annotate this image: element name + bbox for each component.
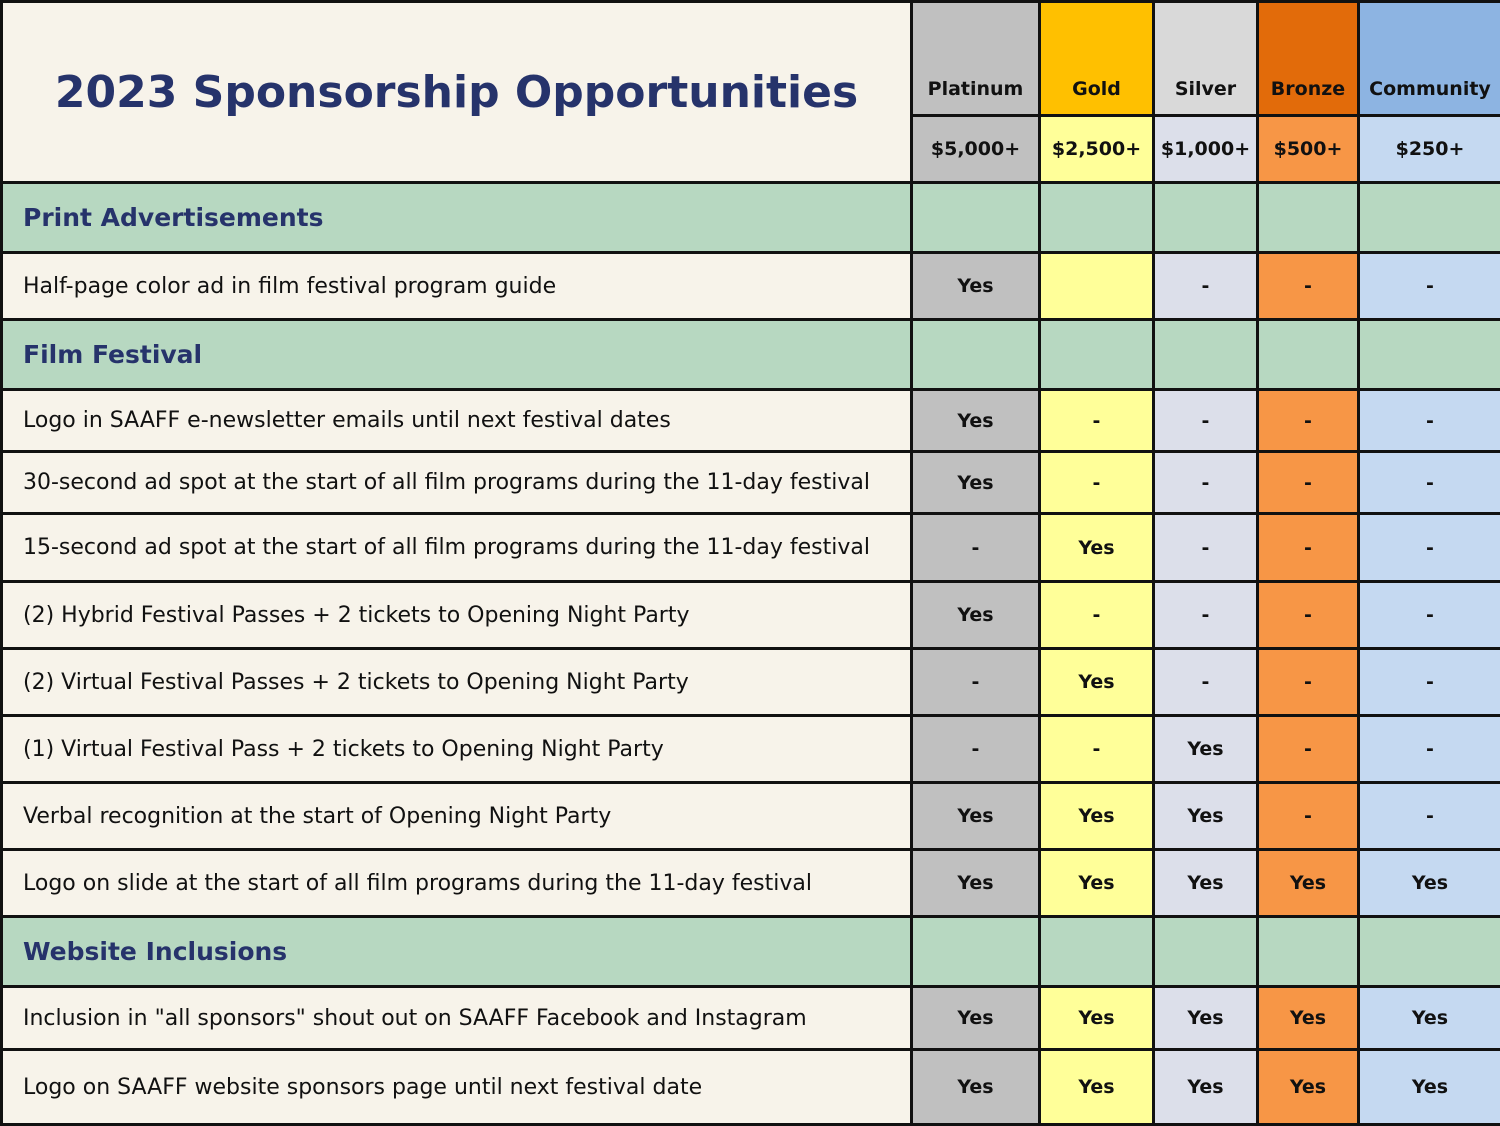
benefit-label: Verbal recognition at the start of Opening Night Party — [2, 783, 912, 850]
tier-value-gold: - — [1040, 582, 1154, 649]
benefit-label: (1) Virtual Festival Pass + 2 tickets to Opening Night Party — [2, 716, 912, 783]
tier-value-platinum: Yes — [912, 987, 1040, 1050]
tier-header-community: Community — [1359, 2, 1500, 116]
tier-value-silver: - — [1154, 514, 1258, 582]
tier-value-platinum: Yes — [912, 783, 1040, 850]
section-filler-cell — [1040, 183, 1154, 253]
section-heading: Print Advertisements — [2, 183, 912, 253]
tier-value-bronze: Yes — [1258, 1050, 1359, 1125]
tier-value-silver: Yes — [1154, 783, 1258, 850]
tier-value-gold: - — [1040, 716, 1154, 783]
header-row — [2, 2, 1500, 116]
tier-value-silver: Yes — [1154, 850, 1258, 917]
benefit-row — [2, 390, 1500, 452]
tier-value-bronze: - — [1258, 452, 1359, 514]
section-row — [2, 320, 1500, 390]
tier-value-gold: - — [1040, 390, 1154, 452]
tier-value-silver: - — [1154, 582, 1258, 649]
section-filler-cell — [912, 917, 1040, 987]
tier-value-silver: Yes — [1154, 1050, 1258, 1125]
benefit-label: Logo on slide at the start of all film programs during the 11-day festival — [2, 850, 912, 917]
tier-value-silver: - — [1154, 253, 1258, 320]
section-filler-cell — [1040, 917, 1154, 987]
title-cell — [2, 2, 912, 183]
benefit-row — [2, 582, 1500, 649]
tier-header-gold: Gold — [1040, 2, 1154, 116]
tier-value-gold: Yes — [1040, 850, 1154, 917]
tier-value-community: - — [1359, 716, 1500, 783]
section-row — [2, 183, 1500, 253]
benefit-label: (2) Hybrid Festival Passes + 2 tickets to Opening Night Party — [2, 582, 912, 649]
tier-value-platinum: Yes — [912, 390, 1040, 452]
tier-value-silver: - — [1154, 390, 1258, 452]
tier-value-community: - — [1359, 649, 1500, 716]
benefit-label: Inclusion in "all sponsors" shout out on SAAFF Facebook and Instagram — [2, 987, 912, 1050]
tier-value-gold: Yes — [1040, 987, 1154, 1050]
section-filler-cell — [1154, 183, 1258, 253]
tier-value-silver: - — [1154, 649, 1258, 716]
tier-value-bronze: - — [1258, 649, 1359, 716]
section-filler-cell — [1258, 183, 1359, 253]
benefit-row — [2, 649, 1500, 716]
section-filler-cell — [1359, 183, 1500, 253]
section-filler-cell — [1359, 320, 1500, 390]
tier-value-gold: Yes — [1040, 514, 1154, 582]
tier-price-bronze: $500+ — [1258, 116, 1359, 183]
tier-value-community: Yes — [1359, 850, 1500, 917]
benefit-row — [2, 1050, 1500, 1125]
tier-value-bronze: - — [1258, 514, 1359, 582]
tier-value-bronze: - — [1258, 253, 1359, 320]
section-filler-cell — [1154, 917, 1258, 987]
tier-value-bronze: Yes — [1258, 850, 1359, 917]
benefit-row — [2, 850, 1500, 917]
benefit-label: Half-page color ad in film festival program guide — [2, 253, 912, 320]
tier-value-gold: Yes — [1040, 649, 1154, 716]
benefit-label: 15-second ad spot at the start of all film programs during the 11-day festival — [2, 514, 912, 582]
tier-value-silver: Yes — [1154, 987, 1258, 1050]
tier-value-silver: Yes — [1154, 716, 1258, 783]
tier-value-platinum: Yes — [912, 452, 1040, 514]
benefit-row — [2, 987, 1500, 1050]
benefit-row — [2, 783, 1500, 850]
tier-value-gold: - — [1040, 452, 1154, 514]
benefit-label: (2) Virtual Festival Passes + 2 tickets to Opening Night Party — [2, 649, 912, 716]
section-filler-cell — [1258, 917, 1359, 987]
benefit-row — [2, 716, 1500, 783]
section-row — [2, 917, 1500, 987]
benefit-row — [2, 514, 1500, 582]
tier-value-bronze: - — [1258, 582, 1359, 649]
benefit-row — [2, 452, 1500, 514]
tier-value-platinum: - — [912, 514, 1040, 582]
tier-value-bronze: - — [1258, 716, 1359, 783]
tier-value-bronze: - — [1258, 390, 1359, 452]
tier-value-community: Yes — [1359, 1050, 1500, 1125]
section-filler-cell — [1258, 320, 1359, 390]
tier-value-platinum: Yes — [912, 1050, 1040, 1125]
tier-value-gold: Yes — [1040, 783, 1154, 850]
tier-value-platinum: Yes — [912, 582, 1040, 649]
tier-header-bronze: Bronze — [1258, 2, 1359, 116]
section-filler-cell — [1154, 320, 1258, 390]
tier-value-silver: - — [1154, 452, 1258, 514]
section-filler-cell — [1359, 917, 1500, 987]
tier-value-bronze: Yes — [1258, 987, 1359, 1050]
tier-header-silver: Silver — [1154, 2, 1258, 116]
benefit-label: Logo on SAAFF website sponsors page until next festival date — [2, 1050, 912, 1125]
tier-value-community: - — [1359, 253, 1500, 320]
tier-price-community: $250+ — [1359, 116, 1500, 183]
tier-price-gold: $2,500+ — [1040, 116, 1154, 183]
benefit-label: 30-second ad spot at the start of all film programs during the 11-day festival — [2, 452, 912, 514]
section-filler-cell — [912, 320, 1040, 390]
tier-value-platinum: - — [912, 716, 1040, 783]
benefit-label: Logo in SAAFF e-newsletter emails until next festival dates — [2, 390, 912, 452]
tier-value-platinum: Yes — [912, 850, 1040, 917]
tier-value-gold: Yes — [1040, 1050, 1154, 1125]
section-filler-cell — [1040, 320, 1154, 390]
page-title: 2023 Sponsorship Opportunities — [55, 67, 858, 118]
tier-value-platinum: Yes — [912, 253, 1040, 320]
section-heading: Film Festival — [2, 320, 912, 390]
tier-price-platinum: $5,000+ — [912, 116, 1040, 183]
tier-value-platinum: - — [912, 649, 1040, 716]
benefit-row — [2, 253, 1500, 320]
tier-value-community: - — [1359, 514, 1500, 582]
tier-value-bronze: - — [1258, 783, 1359, 850]
tier-value-community: - — [1359, 452, 1500, 514]
tier-value-community: - — [1359, 783, 1500, 850]
tier-value-community: - — [1359, 582, 1500, 649]
tier-header-platinum: Platinum — [912, 2, 1040, 116]
section-filler-cell — [912, 183, 1040, 253]
section-heading: Website Inclusions — [2, 917, 912, 987]
tier-value-community: - — [1359, 390, 1500, 452]
tier-value-gold — [1040, 253, 1154, 320]
tier-value-community: Yes — [1359, 987, 1500, 1050]
tier-price-silver: $1,000+ — [1154, 116, 1258, 183]
